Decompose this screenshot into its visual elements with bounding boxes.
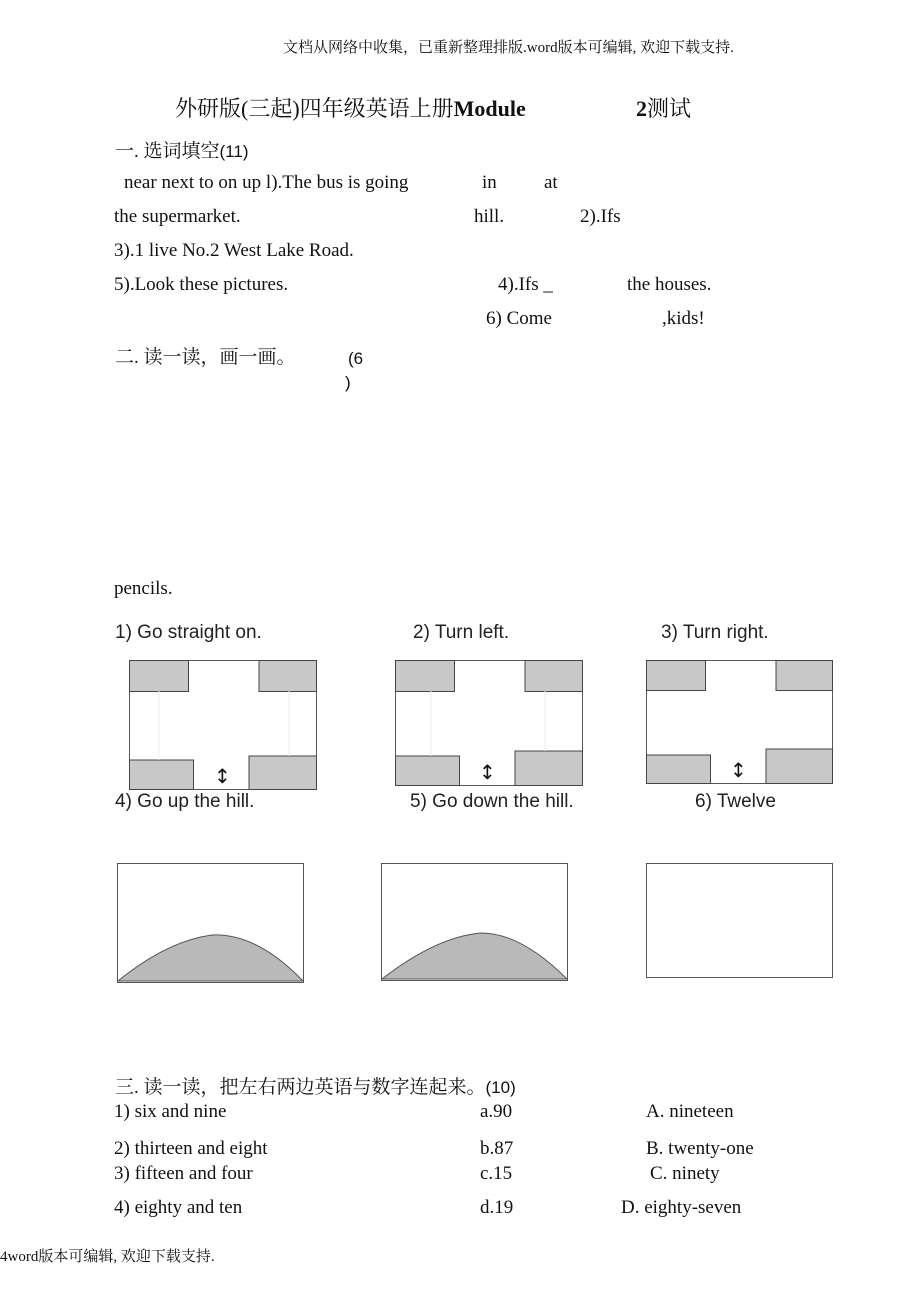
arrow-icon-2: ↕ (479, 760, 496, 784)
word-bank: near next to on up l).The bus is going (124, 172, 409, 193)
title-part1: 外研版(三起)四年级英语上册 (175, 96, 454, 121)
line-6-kids: ,kids! (662, 308, 705, 329)
match-mid-2: b.87 (480, 1138, 514, 1159)
caption-turn-left: 2) Turn left. (413, 622, 510, 643)
line-4-houses: the houses. (627, 274, 712, 295)
arrow-icon-3: ↕ (730, 758, 747, 782)
line-3: 3).1 live No.2 West Lake Road. (114, 240, 354, 261)
page-title (175, 92, 526, 123)
block-top-right (525, 661, 583, 692)
match-left-3: 3) fifteen and four (114, 1163, 253, 1184)
section3-heading (115, 1072, 516, 1099)
section3-heading-text: 三. 读一读，把左右两边英语与数字连起来。 (115, 1077, 486, 1098)
block-bottom-left (396, 756, 460, 786)
match-right-3: C. ninety (650, 1163, 720, 1184)
hill-panel-1 (117, 863, 304, 983)
line-2-ifs: 2).Ifs (580, 206, 621, 227)
drawing-panel-empty[interactable] (646, 863, 833, 978)
match-left-1: 1) six and nine (114, 1101, 227, 1122)
block-bottom-left (130, 760, 194, 790)
line-6-come: 6) Come (486, 308, 552, 329)
line-4-ifs: 4).Ifs _ (498, 274, 553, 295)
block-bottom-right (766, 749, 833, 784)
hill-panel-2 (381, 863, 568, 981)
section3-points: (10) (485, 1078, 516, 1097)
title-part4: 测试 (647, 96, 692, 121)
arrow-icon-1: ↕ (214, 764, 231, 788)
caption-go-down-hill: 5) Go down the hill. (410, 791, 574, 812)
block-top-left (396, 661, 455, 692)
block-bottom-right (249, 756, 317, 790)
caption-go-up-hill: 4) Go up the hill. (115, 791, 255, 812)
block-top-right (259, 661, 317, 692)
footer-note: 4word版本可编辑, 欢迎下载支持. (0, 1249, 215, 1265)
block-top-left (647, 661, 706, 691)
line-supermarket: the supermarket. (114, 206, 241, 227)
block-bottom-right (515, 751, 583, 786)
match-right-2: B. twenty-one (646, 1138, 754, 1159)
section1-heading-text: 一. 选词填空 (115, 141, 220, 162)
title-part2: Module (453, 96, 526, 121)
line-hill: hill. (474, 206, 505, 227)
section2-points-open: (6 (348, 349, 364, 368)
title-part3: 2 (636, 96, 647, 121)
page-title-tail (636, 92, 691, 123)
word-at: at (544, 172, 558, 193)
block-top-right (776, 661, 833, 691)
match-left-2: 2) thirteen and eight (114, 1138, 268, 1159)
line-5: 5).Look these pictures. (114, 274, 289, 295)
section1-points: (11) (219, 142, 249, 161)
match-mid-3: c.15 (480, 1163, 513, 1184)
caption-go-straight: 1) Go straight on. (115, 622, 262, 643)
header-note: 文档从网络中收集，已重新整理排版.word版本可编辑, 欢迎下载支持. (283, 40, 734, 56)
block-top-left (130, 661, 189, 692)
section2-points-close: ) (345, 373, 351, 392)
word-in: in (482, 172, 497, 193)
match-right-1: A. nineteen (646, 1101, 734, 1122)
match-left-4: 4) eighty and ten (114, 1197, 243, 1218)
caption-twelve: 6) Twelve (695, 791, 776, 812)
match-mid-1: a.90 (480, 1101, 513, 1122)
match-mid-4: d.19 (480, 1197, 514, 1218)
caption-turn-right: 3) Turn right. (661, 622, 769, 643)
pencils-text: pencils. (114, 578, 173, 599)
match-right-4: D. eighty-seven (621, 1197, 742, 1218)
section2-heading: 二. 读一读，画一画。 (115, 347, 296, 368)
section1-heading (115, 136, 249, 163)
block-bottom-left (647, 755, 711, 784)
